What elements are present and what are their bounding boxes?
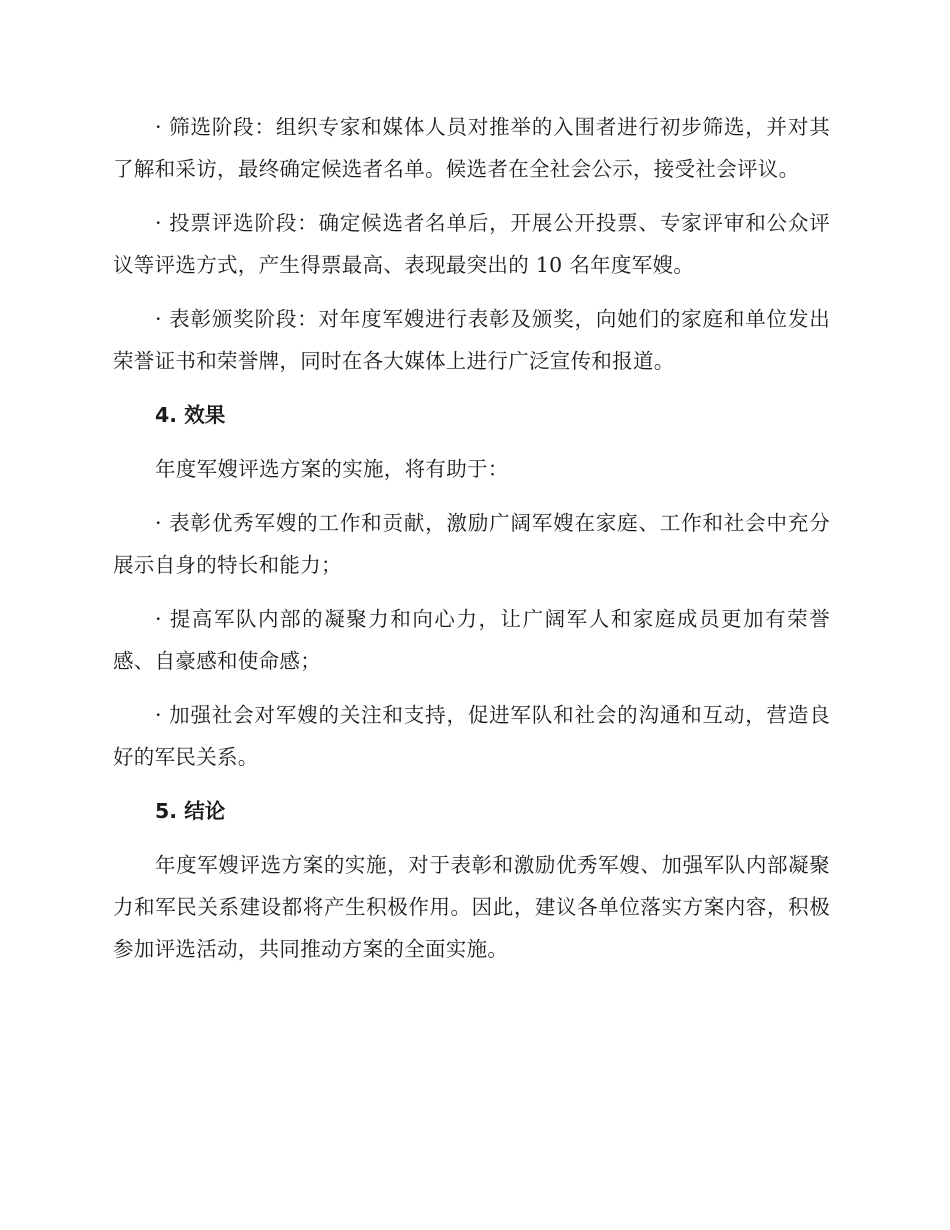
bullet-award-stage: · 表彰颁奖阶段：对年度军嫂进行表彰及颁奖，向她们的家庭和单位发出荣誉证书和荣誉牌，同时在各大媒体上进行广泛宣传和报道。 [113,307,830,373]
bullet-voting-stage: · 投票评选阶段：确定候选者名单后，开展公开投票、专家评审和公众评议等评选方式，产生得票最高、表现最突出的 10 名年度军嫂。 [113,211,830,277]
effects-bullet: · 提高军队内部的凝聚力和向心力，让广阔军人和家庭成员更加有荣誉感、自豪感和使命感； [113,607,830,673]
effects-intro: 年度军嫂评选方案的实施，将有助于： [155,457,509,481]
bullet-screening-stage: · 筛选阶段：组织专家和媒体人员对推举的入围者进行初步筛选，并对其了解和采访，最终确定候选者名单。候选者在全社会公示，接受社会评议。 [113,115,830,181]
conclusion-body: 年度军嫂评选方案的实施，对于表彰和激励优秀军嫂、加强军队内部凝聚力和军民关系建设都将产生积极作用。因此，建议各单位落实方案内容，积极参加评选活动，共同推动方案的全面实施。 [113,853,830,961]
section-heading-effects: 4. 效果 [155,403,226,427]
effects-bullet: · 加强社会对军嫂的关注和支持，促进军队和社会的沟通和互动，营造良好的军民关系。 [113,703,830,769]
document-page [113,106,830,970]
section-heading-conclusion: 5. 结论 [155,799,226,823]
effects-bullet: · 表彰优秀军嫂的工作和贡献，激励广阔军嫂在家庭、工作和社会中充分展示自身的特长和能力； [113,511,830,577]
